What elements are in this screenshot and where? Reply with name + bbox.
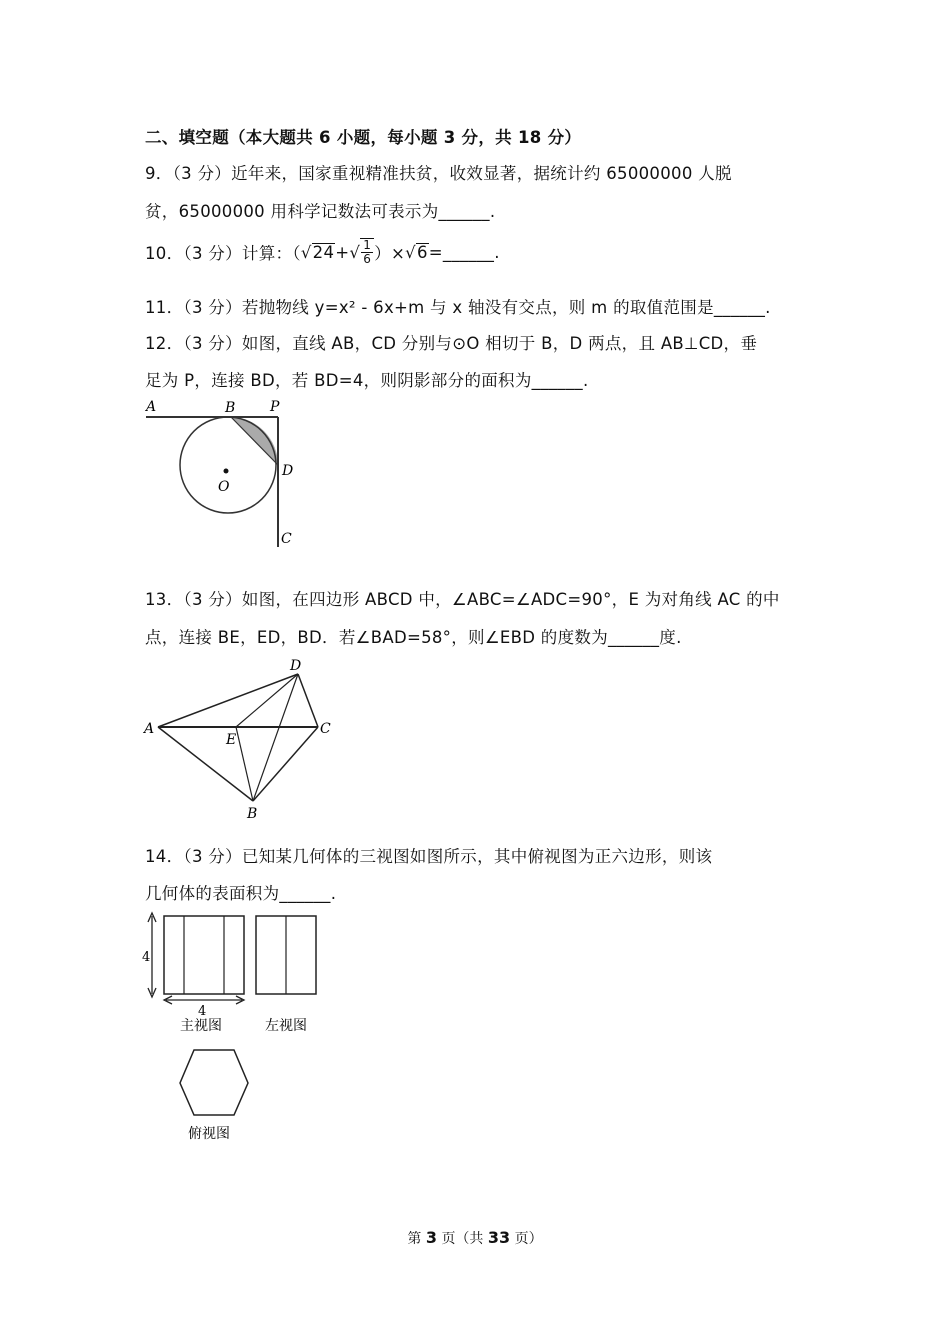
top-view-caption: 俯视图 [188,1126,230,1142]
footer-post: 页） [514,1231,543,1247]
q10-prefix: 10．（3 分）计算：（ [145,244,301,263]
q13-line1: 13．（3 分）如图，在四边形 ABCD 中，∠ABC=∠ADC=90°，E 为对角线 AC 的中 [145,590,780,609]
side-view-caption: 左视图 [265,1018,307,1034]
label-d: D [290,658,302,674]
width-label: 4 [198,1004,207,1019]
label-b: B [225,400,236,416]
q10-sqrt2-radicand: 6 [416,242,428,262]
q10-sqrt-frac: √ $\frac{1}{6}$ [349,238,374,266]
q14-figure [140,908,340,1148]
label-p: P [270,399,280,415]
q10-sqrt2: √ 6 [405,242,428,262]
segment-dc [298,674,318,727]
section-heading: 二、填空题（本大题共 6 小题，每小题 3 分，共 18 分） [145,128,582,147]
footer-total-pages: 33 [487,1228,511,1247]
q10-frac-num: 1 [363,238,372,252]
label-a: A [144,721,155,737]
q10-frac-den: 6 [363,252,372,266]
q13-figure [140,656,340,826]
page-footer [0,1228,950,1248]
segment-cb [253,727,318,801]
q13-line2: 点，连接 BE，ED，BD．若∠BAD=58°，则∠EBD 的度数为______度. [145,628,682,647]
circle-o [180,417,276,513]
footer-page-number: 3 [425,1228,437,1247]
front-view-rect [164,916,244,994]
q10-suffix: =______. [428,242,500,262]
q10-sqrt1-radicand: 24 [312,242,335,262]
q10-times: ）× [374,244,406,263]
q12-figure [140,395,310,555]
top-view-hexagon [180,1050,248,1115]
q9-line2: 贫，65000000 用科学记数法可表示为______. [145,202,496,221]
label-e: E [226,732,237,748]
label-d: D [282,463,294,479]
q10-sqrt1: √ 24 [300,242,335,262]
q9-line1: 9．（3 分）近年来，国家重视精准扶贫，收效显著，据统计约 65000000 人脱 [145,164,732,183]
label-b: B [247,806,258,822]
label-c: C [320,721,331,737]
height-label: 4 [142,950,151,965]
q11-line1: 11．（3 分）若抛物线 y=x² - 6x+m 与 x 轴没有交点，则 m 的取值范围是______. [145,298,771,317]
q10-plus: + [335,242,350,262]
q10-line [145,238,500,266]
q14-line2: 几何体的表面积为______. [145,884,337,903]
label-o: O [218,479,230,495]
q14-line1: 14．（3 分）已知某几何体的三视图如图所示，其中俯视图为正六边形，则该 [145,847,713,866]
front-view-caption: 主视图 [180,1018,222,1034]
q12-line2: 足为 P，连接 BD，若 BD=4，则阴影部分的面积为______. [145,371,589,390]
footer-mid: 页（共 [441,1231,484,1247]
label-c: C [281,531,292,547]
footer-pre: 第 [407,1231,422,1247]
label-a: A [146,399,157,415]
segment-ad [158,674,298,727]
q12-line1: 12．（3 分）如图，直线 AB，CD 分别与⊙O 相切于 B，D 两点，且 AB⊥CD，垂 [145,334,758,353]
center-dot [224,469,229,474]
